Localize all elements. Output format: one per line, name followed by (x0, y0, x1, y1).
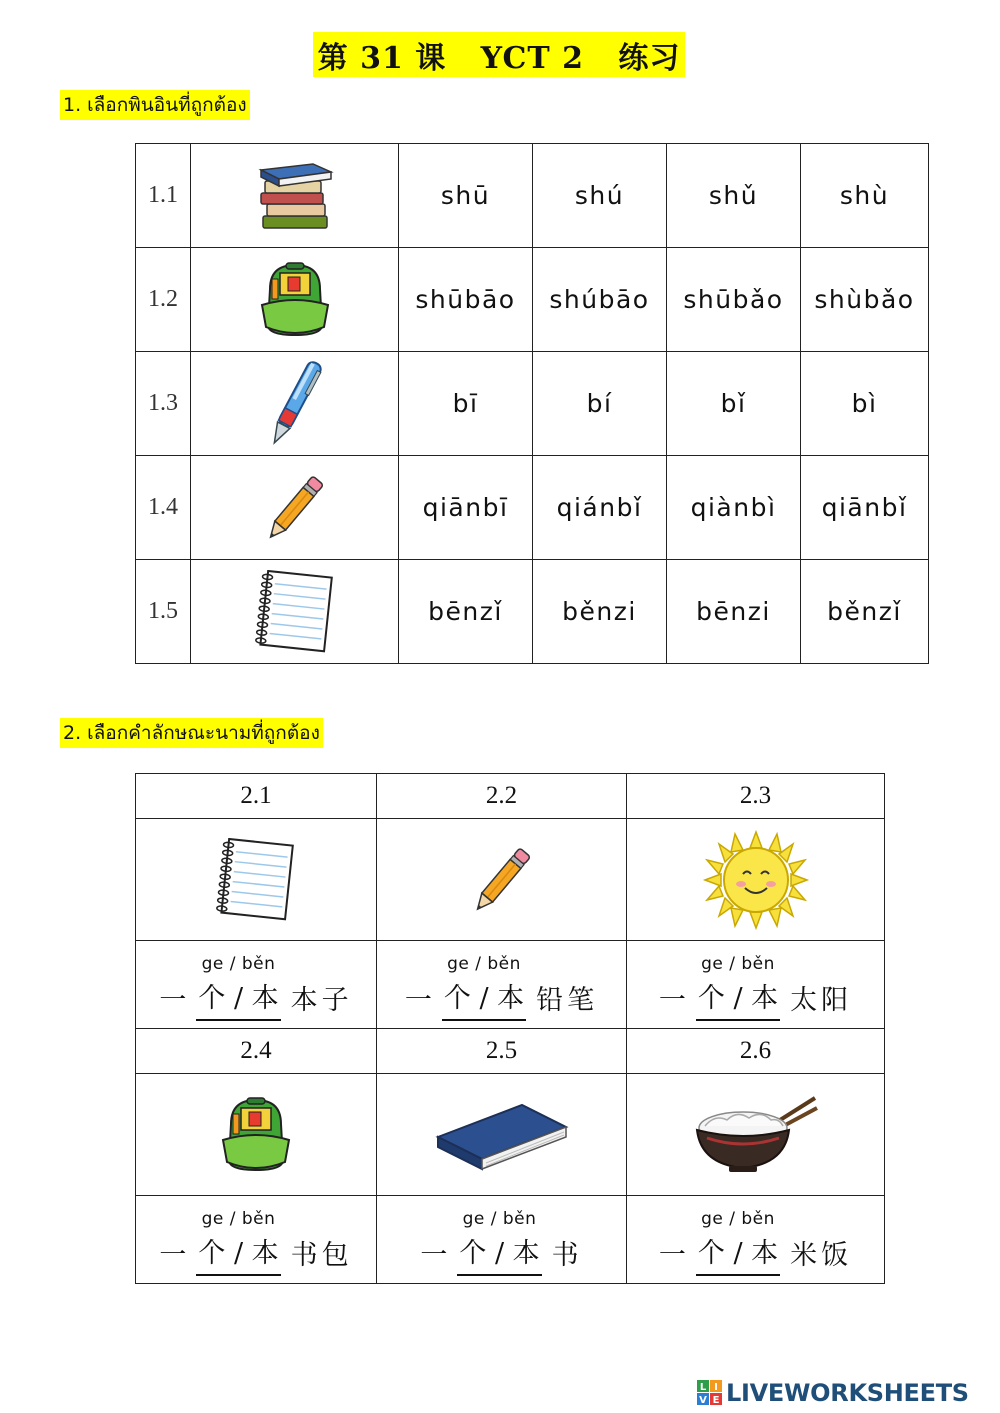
measure-word-choice[interactable] (457, 1209, 541, 1276)
measure-word-choice[interactable] (442, 954, 526, 1021)
liveworksheets-footer (697, 1377, 969, 1409)
noun: 书包 (290, 1240, 353, 1271)
number-one: 一 (658, 1240, 686, 1271)
choice-characters[interactable]: 个 / 本 (442, 976, 526, 1021)
measure-word-choice[interactable] (196, 954, 280, 1021)
number-one: 一 (159, 1240, 187, 1271)
table-row (136, 1074, 885, 1196)
number-one: 一 (420, 1240, 448, 1271)
pinyin-option[interactable]: bēnzi (667, 560, 801, 664)
svg-text:L: L (699, 1382, 707, 1393)
svg-text:V: V (699, 1395, 707, 1406)
item-number: 2.6 (627, 1029, 885, 1074)
liveworksheets-logo-icon (697, 1380, 723, 1406)
choice-pinyin: ge / běn (701, 954, 775, 974)
table-row (136, 819, 885, 941)
measure-word-phrase (159, 948, 352, 1021)
measure-word-phrase (420, 1203, 582, 1276)
sun-icon (627, 819, 885, 941)
pinyin-table (135, 143, 929, 664)
table-row (136, 560, 929, 664)
answer-cell (377, 941, 627, 1029)
backpack-icon (191, 248, 399, 352)
pinyin-option[interactable]: shǔ (667, 144, 801, 248)
rice-bowl-icon (627, 1074, 885, 1196)
pinyin-option[interactable]: bì (801, 352, 929, 456)
answer-cell (627, 1196, 885, 1284)
pinyin-option[interactable]: běnzi (533, 560, 667, 664)
item-number: 2.5 (377, 1029, 627, 1074)
choice-characters[interactable]: 个 / 本 (196, 976, 280, 1021)
measure-word-choice[interactable] (196, 1209, 280, 1276)
number-one: 一 (404, 985, 432, 1016)
book-icon (377, 1074, 627, 1196)
pinyin-option[interactable]: shū (399, 144, 533, 248)
pinyin-option[interactable]: qiānbī (399, 456, 533, 560)
pinyin-option[interactable]: bēnzǐ (399, 560, 533, 664)
row-number: 1.3 (136, 352, 191, 456)
row-number: 1.1 (136, 144, 191, 248)
choice-characters[interactable]: 个 / 本 (196, 1231, 280, 1276)
pinyin-option[interactable]: shùbǎo (801, 248, 929, 352)
answer-cell (627, 941, 885, 1029)
svg-text:I: I (714, 1382, 718, 1393)
item-number: 2.3 (627, 774, 885, 819)
pinyin-option[interactable]: shūbǎo (667, 248, 801, 352)
pinyin-option[interactable]: qiánbǐ (533, 456, 667, 560)
choice-pinyin: ge / běn (462, 1209, 537, 1229)
pencil-icon (377, 819, 627, 941)
number-one: 一 (658, 985, 686, 1016)
measure-word-phrase (659, 1203, 852, 1276)
pinyin-option[interactable]: běnzǐ (801, 560, 929, 664)
table-row (136, 941, 885, 1029)
measure-word-phrase (659, 948, 852, 1021)
row-number: 1.4 (136, 456, 191, 560)
row-number: 1.2 (136, 248, 191, 352)
table-row (136, 352, 929, 456)
answer-cell (136, 1196, 377, 1284)
pinyin-option[interactable]: bí (533, 352, 667, 456)
brand-name[interactable]: LIVEWORKSHEETS (726, 1379, 969, 1407)
table-row (136, 456, 929, 560)
number-one: 一 (159, 985, 187, 1016)
notebook-icon (136, 819, 377, 941)
pen-icon (191, 352, 399, 456)
pencil-icon (191, 456, 399, 560)
measure-word-choice[interactable] (696, 954, 780, 1021)
table-row (136, 1029, 885, 1074)
section1-title: 1. เลือกพินอินที่ถูกต้อง (60, 90, 250, 120)
noun: 书 (551, 1240, 583, 1271)
pinyin-option[interactable]: qiānbǐ (801, 456, 929, 560)
choice-characters[interactable]: 个 / 本 (696, 976, 780, 1021)
pinyin-option[interactable]: bǐ (667, 352, 801, 456)
measure-word-table (135, 773, 885, 1284)
choice-characters[interactable]: 个 / 本 (457, 1231, 541, 1276)
item-number: 2.4 (136, 1029, 377, 1074)
table-row (136, 1196, 885, 1284)
pinyin-option[interactable]: shú (533, 144, 667, 248)
pinyin-option[interactable]: qiànbì (667, 456, 801, 560)
choice-characters[interactable]: 个 / 本 (696, 1231, 780, 1276)
table-row (136, 248, 929, 352)
noun: 铅笔 (536, 985, 599, 1016)
item-number: 2.1 (136, 774, 377, 819)
section2-title: 2. เลือกคำลักษณะนามที่ถูกต้อง (60, 718, 323, 748)
backpack-icon (136, 1074, 377, 1196)
measure-word-phrase (405, 948, 598, 1021)
noun: 太阳 (790, 985, 853, 1016)
table-row (136, 144, 929, 248)
svg-text:E: E (712, 1395, 720, 1406)
answer-cell (136, 941, 377, 1029)
noun: 本子 (290, 985, 353, 1016)
pinyin-option[interactable]: shúbāo (533, 248, 667, 352)
choice-pinyin: ge / běn (201, 1209, 276, 1229)
measure-word-phrase (159, 1203, 352, 1276)
choice-pinyin: ge / běn (447, 954, 521, 974)
pinyin-option[interactable]: shù (801, 144, 929, 248)
table-row (136, 774, 885, 819)
answer-cell (377, 1196, 627, 1284)
notebook-icon (191, 560, 399, 664)
choice-pinyin: ge / běn (701, 1209, 775, 1229)
noun: 米饭 (790, 1240, 853, 1271)
item-number: 2.2 (377, 774, 627, 819)
choice-pinyin: ge / běn (201, 954, 276, 974)
measure-word-choice[interactable] (696, 1209, 780, 1276)
books-stack-icon (191, 144, 399, 248)
pinyin-option[interactable]: shūbāo (399, 248, 533, 352)
row-number: 1.5 (136, 560, 191, 664)
worksheet-title: 第 31 课 YCT 2 练习 (313, 32, 685, 77)
pinyin-option[interactable]: bī (399, 352, 533, 456)
